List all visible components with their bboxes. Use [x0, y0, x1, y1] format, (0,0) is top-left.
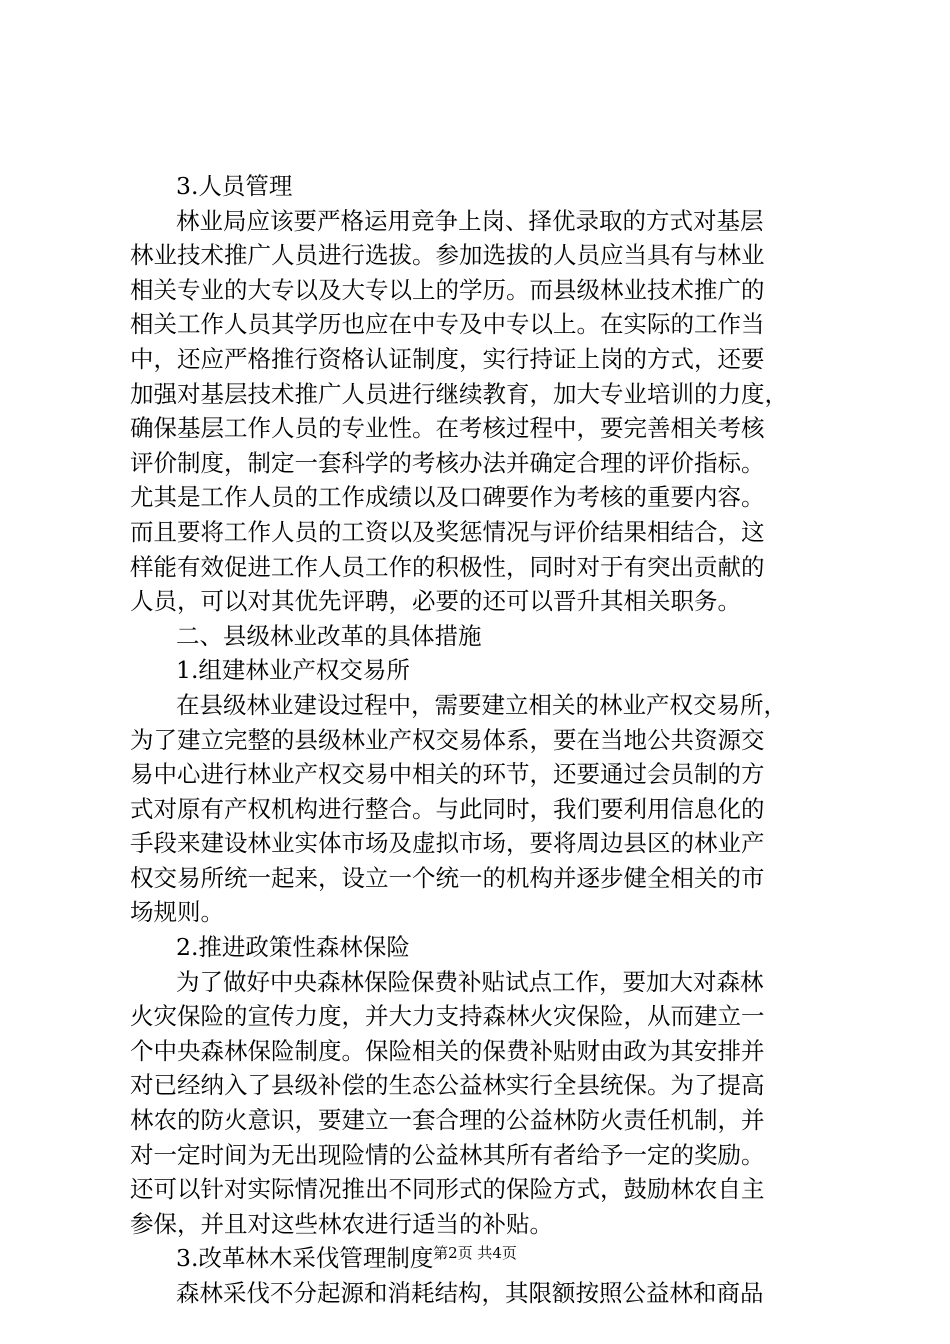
text-line: 3.改革林木采伐管理制度: [176, 1244, 434, 1273]
text-line: 二、县级林业改革的具体措施: [176, 621, 482, 650]
text-line: 个中央森林保险制度。保险相关的保费补贴财由政为其安排并: [130, 1036, 765, 1065]
text-line: 尤其是工作人员的工作成绩以及口碑要作为考核的重要内容。: [130, 483, 765, 512]
text-line: 样能有效促进工作人员工作的积极性，同时对于有突出贡献的: [130, 552, 765, 581]
text-line: 而且要将工作人员的工资以及奖惩情况与评价结果相结合，这: [130, 517, 765, 546]
text-line: 对已经纳入了县级补偿的生态公益林实行全县统保。为了提高: [130, 1071, 765, 1100]
text-line: 人员，可以对其优先评聘，必要的还可以晋升其相关职务。: [130, 587, 741, 616]
text-line: 相关专业的大专以及大专以上的学历。而县级林业技术推广的: [130, 275, 765, 304]
document-body: [130, 169, 830, 1311]
text-line: 式对原有产权机构进行整合。与此同时，我们要利用信息化的: [130, 794, 765, 823]
text-line: 森林采伐不分起源和消耗结构，其限额按照公益林和商品: [176, 1279, 764, 1307]
text-line: 为了做好中央森林保险保费补贴试点工作，要加大对森林: [176, 967, 764, 996]
text-line: 加强对基层技术推广人员进行继续教育，加大专业培训的力度，: [130, 379, 788, 408]
text-line: 权交易所统一起来，设立一个统一的机构并逐步健全相关的市: [130, 863, 765, 892]
text-line: 为了建立完整的县级林业产权交易体系，要在当地公共资源交: [130, 725, 765, 754]
text-line: 2.推进政策性森林保险: [176, 933, 410, 962]
text-line: 评价制度，制定一套科学的考核办法并确定合理的评价指标。: [130, 448, 765, 477]
text-line: 中，还应严格推行资格认证制度，实行持证上岗的方式，还要: [130, 344, 765, 373]
text-line: 林业技术推广人员进行选拔。参加选拔的人员应当具有与林业: [130, 241, 765, 270]
text-line: 林业局应该要严格运用竞争上岗、择优录取的方式对基层: [176, 206, 764, 235]
text-line: 林农的防火意识，要建立一套合理的公益林防火责任机制，并: [130, 1106, 765, 1135]
text-line: 3.人员管理: [176, 172, 293, 200]
text-line: 场规则。: [130, 898, 224, 927]
text-line: 对一定时间为无出现险情的公益林其所有者给予一定的奖励。: [130, 1140, 765, 1169]
text-line: 参保，并且对这些林农进行适当的补贴。: [130, 1209, 553, 1238]
text-line: 手段来建设林业实体市场及虚拟市场，要将周边县区的林业产: [130, 829, 765, 858]
text-line: 火灾保险的宣传力度，并大力支持森林火灾保险，从而建立一: [130, 1002, 765, 1031]
text-line: 还可以针对实际情况推出不同形式的保险方式，鼓励林农自主: [130, 1175, 765, 1204]
page-footer: 第2页 共4页: [433, 1244, 517, 1262]
text-line: 1.组建林业产权交易所: [176, 656, 410, 685]
text-line: 在县级林业建设过程中，需要建立相关的林业产权交易所，: [176, 690, 787, 719]
text-line: 相关工作人员其学历也应在中专及中专以上。在实际的工作当: [130, 310, 765, 339]
text-line: 确保基层工作人员的专业性。在考核过程中，要完善相关考核: [130, 414, 765, 443]
text-line: 易中心进行林业产权交易中相关的环节，还要通过会员制的方: [130, 760, 765, 789]
